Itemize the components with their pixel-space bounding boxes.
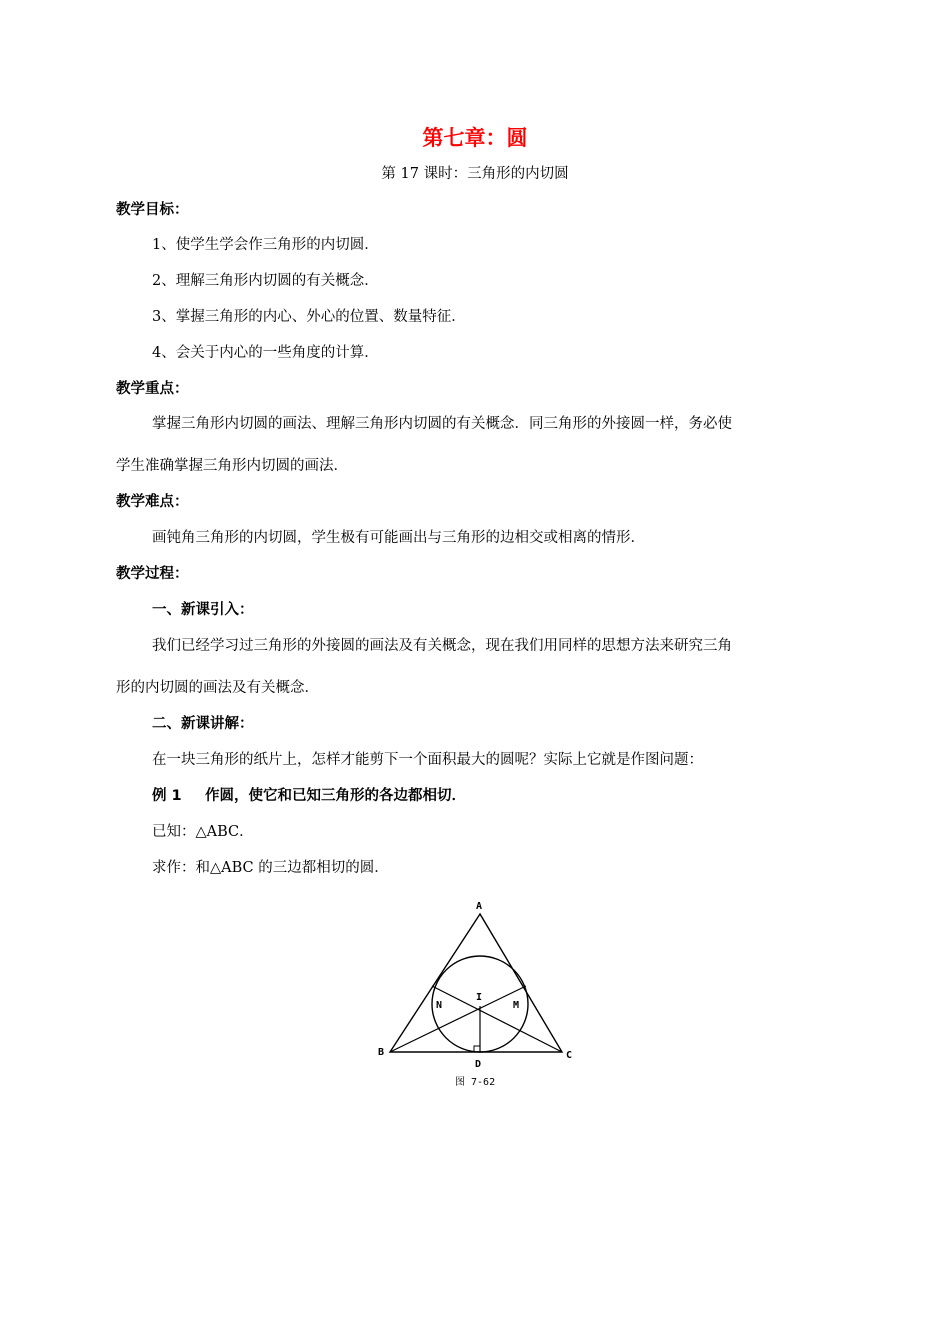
required-text: 求作：和△ABC 的三边都相切的圆． <box>152 860 389 876</box>
goal-item: 4、会关于内心的一些角度的计算． <box>152 345 379 361</box>
chapter-title: 第七章：圆 <box>422 126 528 150</box>
bisector-b <box>390 986 526 1052</box>
difficulties-heading: 教学难点： <box>116 494 189 510</box>
label-m: M <box>513 1000 520 1011</box>
example-label: 例 1 <box>152 788 182 804</box>
label-d: D <box>475 1059 482 1070</box>
lecture-text: 在一块三角形的纸片上，怎样才能剪下一个面积最大的圆呢？实际上它就是作图问题： <box>152 752 703 768</box>
label-b: B <box>378 1047 385 1058</box>
incircle-figure <box>370 895 590 1100</box>
figure-caption: 图 7-62 <box>455 1077 496 1088</box>
intro-heading: 一、新课引入： <box>152 602 254 618</box>
label-n: N <box>436 1000 443 1011</box>
process-heading: 教学过程： <box>116 566 189 582</box>
lesson-subtitle: 第 17 课时：三角形的内切圆 <box>381 166 569 182</box>
goal-item: 3、掌握三角形的内心、外心的位置、数量特征． <box>152 309 466 325</box>
triangle-incircle-diagram <box>370 895 590 1100</box>
given-text: 已知：△ABC． <box>152 824 254 840</box>
lecture-heading: 二、新课讲解： <box>152 716 254 732</box>
example-text: 作圆，使它和已知三角形的各边都相切． <box>205 788 466 804</box>
label-c: C <box>566 1050 573 1061</box>
label-a: A <box>476 901 483 912</box>
difficulties-text: 画钝角三角形的内切圆，学生极有可能画出与三角形的边相交或相离的情形． <box>152 530 645 546</box>
triangle-abc <box>390 914 562 1052</box>
goal-item: 2、理解三角形内切圆的有关概念． <box>152 273 379 289</box>
goal-item: 1、使学生学会作三角形的内切圆． <box>152 237 379 253</box>
intro-text: 形的内切圆的画法及有关概念． <box>116 680 319 696</box>
goals-heading: 教学目标： <box>116 202 189 218</box>
key-points-text: 掌握三角形内切圆的画法、理解三角形内切圆的有关概念．同三角形的外接圆一样，务必使 <box>152 416 732 432</box>
label-i: I <box>476 992 483 1003</box>
key-points-heading: 教学重点： <box>116 381 189 397</box>
intro-text: 我们已经学习过三角形的外接圆的画法及有关概念，现在我们用同样的思想方法来研究三角 <box>152 638 732 654</box>
key-points-text: 学生准确掌握三角形内切圆的画法． <box>116 458 348 474</box>
